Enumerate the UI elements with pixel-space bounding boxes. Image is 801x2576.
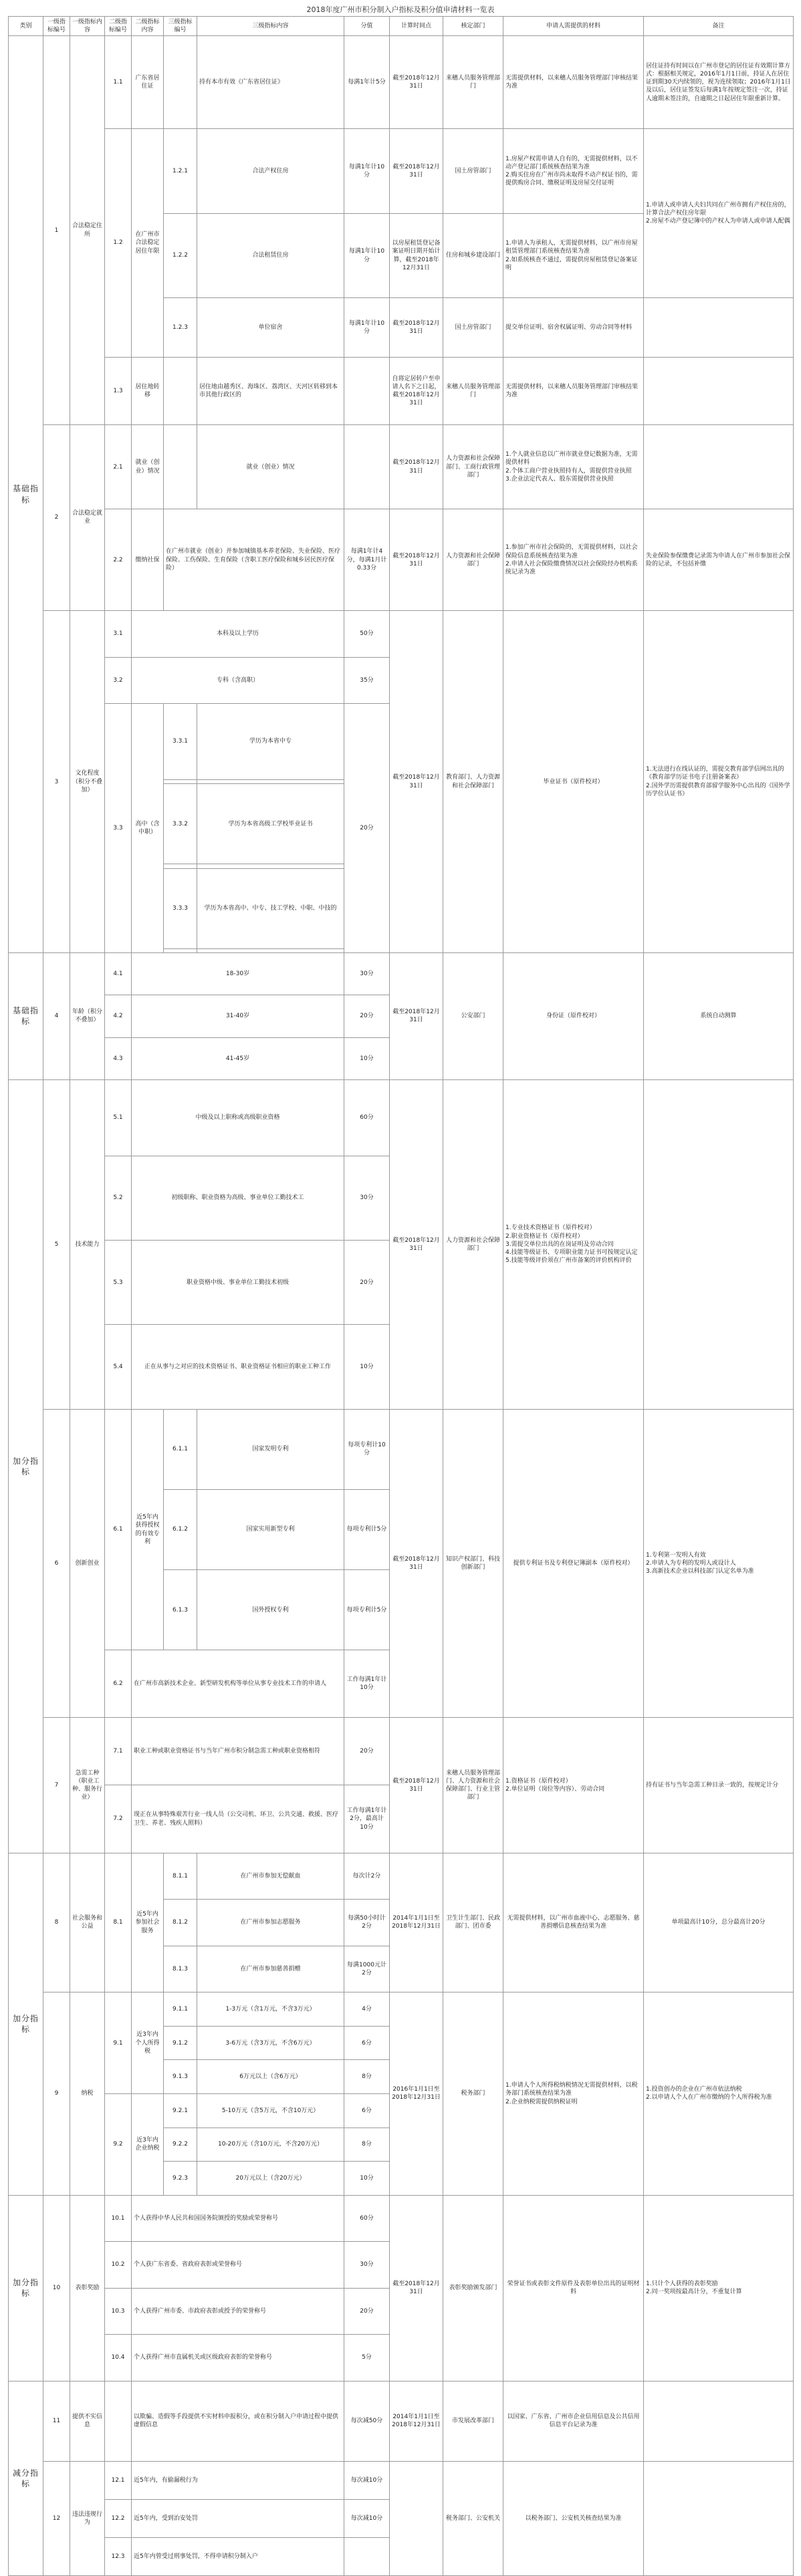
material-cell: 1.个人就业信息以广州市就业登记数据为准，无需提供材料 2.个体工商户营业执照持有人，需提供营业执照 3.企业法定代表人、股东需提供营业执照 <box>503 424 644 509</box>
dept-cell: 住房和城乡建设部门 <box>443 213 503 297</box>
time-cell: 截至2018年12月31日 <box>390 129 443 213</box>
l3-number <box>164 36 197 129</box>
l1-number: 12 <box>43 2461 70 2575</box>
note-cell: 1.只计个人获得的表彰奖励 2.同一奖项按最高计分，不重复计算 <box>644 2195 794 2381</box>
l3-name: 3-6万元（含3万元，不含6万元） <box>197 2026 344 2060</box>
score-cell: 4分 <box>344 1992 390 2027</box>
note-cell: 1.无法进行在线认证的，需提交教育部学信网出具的《教育部学历证书电子注册备案表》 2.国外学历需提供教育部留学服务中心出具的《国外学历学位认证书》 <box>644 611 794 953</box>
l3-number: 6.1.2 <box>164 1489 197 1569</box>
l1-number: 1 <box>43 36 70 425</box>
l2-name: 初级职称、职业资格为高级、事业单位工勤技术工 <box>132 1156 344 1240</box>
material-cell: 1.申请人为承租人，无需提供材料，以广州市房屋租赁管理部门系统核查结果为准 2.如系统核查不通过，需提供房屋租赁登记备案证明 <box>503 213 644 297</box>
l1-number: 2 <box>43 424 70 610</box>
material-cell: 以国家、广东省、广州市企业信用信息及公共信用信息平台记录为准 <box>503 2381 644 2461</box>
note-cell <box>644 2461 794 2575</box>
note-cell <box>644 2381 794 2461</box>
score-cell: 10分 <box>344 1037 390 1079</box>
material-cell: 提供专利证书及专利登记簿副本（原件校对） <box>503 1409 644 1717</box>
table-row <box>9 1409 794 1489</box>
l2-name: 在广州市高新技术企业、新型研发机构等单位从事专业技术工作的申请人 <box>132 1650 344 1718</box>
score-cell: 6分 <box>344 2093 390 2128</box>
table-row <box>9 611 794 658</box>
dept-cell: 来穗人员服务管理部门 <box>443 357 503 424</box>
l3-number: 6.1.1 <box>164 1409 197 1489</box>
note-cell: 系统自动测算 <box>644 953 794 1080</box>
note-cell <box>644 424 794 509</box>
score-cell: 每满1年计10分 <box>344 298 390 358</box>
score-cell <box>344 2537 390 2575</box>
l3-name: 6万元以上（含6万元） <box>197 2060 344 2094</box>
score-cell: 每项专利计10分 <box>344 1409 390 1489</box>
column-header: 三级指标编号 <box>164 17 197 36</box>
l1-name: 违法违规行为 <box>70 2461 105 2575</box>
l3-number: 9.2.2 <box>164 2128 197 2162</box>
l3-number: 1.2.1 <box>164 129 197 213</box>
l1-name: 技术能力 <box>70 1079 105 1409</box>
l2-name: 18-30岁 <box>132 953 344 995</box>
l2-number: 3.2 <box>105 657 132 704</box>
l1-name: 急需工种（职业工种、服务行业） <box>70 1718 105 1853</box>
l1-number: 7 <box>43 1718 70 1853</box>
dept-cell: 人力资源和社会保障部门 <box>443 1079 503 1409</box>
l2-name: 专科（含高职） <box>132 657 344 704</box>
table-row <box>9 1079 794 1156</box>
time-cell: 截至2018年12月31日 <box>390 1079 443 1409</box>
material-cell: 无需提供材料，以来穗人员服务管理部门审核结果为准 <box>503 36 644 129</box>
time-cell: 截至2018年12月31日 <box>390 1718 443 1853</box>
l3-number: 1.2.2 <box>164 213 197 297</box>
l3-name: 就业（创业）情况 <box>197 424 344 509</box>
l2-number: 1.3 <box>105 357 132 424</box>
dept-cell: 表彰奖励颁发部门 <box>443 2195 503 2381</box>
l3-number <box>164 357 197 424</box>
l3-name: 单位宿舍 <box>197 298 344 358</box>
l2-number: 1.1 <box>105 36 132 129</box>
l2-number: 9.1 <box>105 1992 132 2094</box>
table-row <box>9 1718 794 1785</box>
l2-name: 个人获得广州市委、市政府表彰或授予的荣誉称号 <box>132 2288 344 2335</box>
score-cell: 20分 <box>344 2288 390 2335</box>
l2-number: 4.1 <box>105 953 132 995</box>
l3-name: 学历为本省中专 <box>197 704 344 780</box>
time-cell: 以房屋租赁登记备案证明日期开始计算，截至2018年12月31日 <box>390 213 443 297</box>
time-cell: 自将定居转户至申请人名下之日起，截至2018年12月31日 <box>390 357 443 424</box>
l1-number: 4 <box>43 953 70 1080</box>
l3-number: 3.3.2 <box>164 784 197 864</box>
table-row <box>9 2461 794 2499</box>
time-cell: 截至2018年12月31日 <box>390 298 443 358</box>
l1-name: 纳税 <box>70 1992 105 2195</box>
l3-name: 合法产权住房 <box>197 129 344 213</box>
column-header: 一级指标内容 <box>70 17 105 36</box>
l2-number: 10.2 <box>105 2242 132 2289</box>
l1-name: 文化程度（积分不叠加） <box>70 611 105 953</box>
l3-number: 9.1.2 <box>164 2026 197 2060</box>
l3-name: 在广州市就业（创业）并参加城镇基本养老保险、失业保险、医疗保险、工伤保险、生育保险（含职工医疗保险和城乡居民医疗保险） <box>164 509 344 611</box>
indicator-table <box>8 16 794 2576</box>
l2-name: 就业（创业）情况 <box>132 424 164 509</box>
l3-number <box>164 424 197 509</box>
l2-name: 近5年内，受到治安处罚 <box>132 2499 344 2537</box>
l2-number: 10.3 <box>105 2288 132 2335</box>
score-cell: 工作每满1年计2分，最高计10分 <box>344 1785 390 1853</box>
score-cell: 30分 <box>344 953 390 995</box>
column-header: 二级指标内容 <box>132 17 164 36</box>
l3-number: 3.3.1 <box>164 704 197 780</box>
l1-name: 合法稳定住所 <box>70 36 105 425</box>
l2-name: 近3年内个人所得税 <box>132 1992 164 2094</box>
l2-number: 2.1 <box>105 424 132 509</box>
l2-name: 缴纳社保 <box>132 509 164 611</box>
time-cell: 截至2018年12月31日 <box>390 509 443 611</box>
l2-number: 2.2 <box>105 509 132 611</box>
material-cell: 提交单位证明、宿舍权属证明、劳动合同等材料 <box>503 298 644 358</box>
l3-name: 国家实用新型专利 <box>197 1489 344 1569</box>
l2-name: 个人获得广州市直属机关或区级政府表彰的荣誉称号 <box>132 2335 344 2381</box>
time-cell: 截至2018年12月31日 <box>390 611 443 953</box>
l2-number: 7.2 <box>105 1785 132 1853</box>
score-cell: 30分 <box>344 2242 390 2289</box>
material-cell: 身份证（原件校对） <box>503 953 644 1080</box>
l1-name: 年龄（积分不叠加） <box>70 953 105 1080</box>
l2-number: 5.4 <box>105 1325 132 1409</box>
column-header: 分值 <box>344 17 390 36</box>
score-cell: 每项专利计5分 <box>344 1570 390 1650</box>
l2-number: 3.1 <box>105 611 132 658</box>
score-cell: 10分 <box>344 2162 390 2196</box>
material-cell: 以税务部门、公安机关核查结果为准 <box>503 2461 644 2575</box>
column-header: 三级指标内容 <box>197 17 344 36</box>
score-cell: 每满50小时计2分 <box>344 1900 390 1946</box>
l1-number: 11 <box>43 2381 70 2461</box>
time-cell: 2014年1月1日至2018年12月31日 <box>390 2381 443 2461</box>
l2-number: 5.2 <box>105 1156 132 1240</box>
dept-cell: 市发展改革部门 <box>443 2381 503 2461</box>
l3-name: 持有本市有效《广东省居住证》 <box>197 36 344 129</box>
column-header: 备注 <box>644 17 794 36</box>
score-cell: 每满1年计10分 <box>344 213 390 297</box>
l2-number: 6.1 <box>105 1409 132 1650</box>
column-header: 核定部门 <box>443 17 503 36</box>
dept-cell: 来穗人员服务管理部门 <box>443 36 503 129</box>
time-cell: 截至2018年12月31日 <box>390 953 443 1080</box>
material-cell: 1.资格证书（原件校对） 2.单位证明（岗位等内容）、劳动合同 <box>503 1718 644 1853</box>
l3-name: 在广州市参加慈善捐赠 <box>197 1946 344 1992</box>
table-row <box>9 1992 794 2027</box>
l2-name: 近5年内获得授权的有效专利 <box>132 1409 164 1650</box>
score-cell: 10分 <box>344 1325 390 1409</box>
time-cell: 截至2018年12月31日 <box>390 36 443 129</box>
dept-cell: 知识产权部门、科技创新部门 <box>443 1409 503 1717</box>
l1-name: 社会服务和公益 <box>70 1853 105 1992</box>
note-cell: 持有证书与当年急需工种目录一致的，按规定计分 <box>644 1718 794 1853</box>
l2-name: 近5年内，有偷漏税行为 <box>132 2461 344 2499</box>
score-cell: 60分 <box>344 2195 390 2242</box>
l1-number: 3 <box>43 611 70 953</box>
time-cell: 截至2018年12月31日 <box>390 1409 443 1717</box>
l2-name: 居住地转移 <box>132 357 164 424</box>
table-header-row <box>9 17 794 36</box>
l2-name: 近5年内曾受过刑事处罚，不得申请积分制入户 <box>132 2537 344 2575</box>
l2-name: 职业工种或职业资格证书与当年广州市积分制急需工种或职业资格相符 <box>132 1718 344 1785</box>
l2-number: 12.3 <box>105 2537 132 2575</box>
dept-cell: 卫生计生部门、民政部门、团市委 <box>443 1853 503 1992</box>
category-cell: 基础指标 <box>9 36 43 953</box>
l3-number: 9.2.1 <box>164 2093 197 2128</box>
score-cell: 每次减10分 <box>344 2499 390 2537</box>
category-cell: 加分指标 <box>9 1079 43 1853</box>
note-cell <box>644 1079 794 1409</box>
material-cell: 无需提供材料，以广州市血液中心、志愿服务、慈善捐赠信息核查结果为准 <box>503 1853 644 1992</box>
l3-number: 8.1.1 <box>164 1853 197 1900</box>
l3-number: 1.2.3 <box>164 298 197 358</box>
table-row <box>9 424 794 509</box>
time-cell: 2016年1月1日至2018年12月31日 <box>390 1992 443 2195</box>
l2-number <box>105 2381 132 2461</box>
l3-name: 20万元以上（含20万元） <box>197 2162 344 2196</box>
l1-name: 创新创业 <box>70 1409 105 1717</box>
table-row <box>9 2195 794 2242</box>
l3-number: 9.2.3 <box>164 2162 197 2196</box>
l3-number: 9.1.3 <box>164 2060 197 2094</box>
l3-name: 5-10万元（含5万元，不含10万元） <box>197 2093 344 2128</box>
l3-name: 学历为本省高级工学校毕业证书 <box>197 784 344 864</box>
l1-name: 提供不实信息 <box>70 2381 105 2461</box>
dept-cell: 人力资源和社会保障部门 <box>443 509 503 611</box>
l3-name: 1-3万元（含1万元，不含3万元） <box>197 1992 344 2027</box>
l3-name: 在广州市参加无偿献血 <box>197 1853 344 1900</box>
note-cell: 居住证持有时间以在广州市登记的居住证有效期计算方式：根据相关规定，2016年1月1日前，持证人在居住证到期30天内续领的，视为连续领取；2016年1月1日及以后，居住证签发后每满1年按规定签注一次，持证人逾期未签注的，自逾期之日起居住年限重新计算。 <box>644 36 794 129</box>
score-cell: 6分 <box>344 2026 390 2060</box>
score-cell: 30分 <box>344 1156 390 1240</box>
score-cell: 35分 <box>344 657 390 704</box>
l3-name: 10-20万元（含10万元，不含20万元） <box>197 2128 344 2162</box>
l1-name: 表彰奖励 <box>70 2195 105 2381</box>
score-cell: 每项专利计5分 <box>344 1489 390 1569</box>
score-cell: 20分 <box>344 1718 390 1785</box>
score-cell <box>344 357 390 424</box>
material-cell: 1.房屋产权需申请人自有的，无需提供材料，以不动产登记部门系统核查结果为准 2.购买住房在广州市尚未取得不动产权证书的，需提供购房合同、缴税证明及房屋交付证明 <box>503 129 644 213</box>
l1-number: 9 <box>43 1992 70 2195</box>
column-header: 类别 <box>9 17 43 36</box>
l1-name: 合法稳定就业 <box>70 424 105 610</box>
l2-name: 41-45岁 <box>132 1037 344 1079</box>
l3-number: 8.1.3 <box>164 1946 197 1992</box>
dept-cell: 国土房管部门 <box>443 129 503 213</box>
score-cell: 每满1年计4分，每满1月计0.33分 <box>344 509 390 611</box>
l2-name: 高中（含中职） <box>132 704 164 953</box>
score-cell: 60分 <box>344 1079 390 1156</box>
score-cell: 工作每满1年计10分 <box>344 1650 390 1718</box>
l2-name: 职业资格中级、事业单位工勤技术初级 <box>132 1240 344 1324</box>
category-cell: 加分指标 <box>9 1853 43 2195</box>
score-cell: 8分 <box>344 2128 390 2162</box>
score-cell: 20分 <box>344 704 390 953</box>
l1-number: 5 <box>43 1079 70 1409</box>
l2-number: 4.3 <box>105 1037 132 1079</box>
column-header: 二级指标编号 <box>105 17 132 36</box>
dept-cell: 国土房管部门 <box>443 298 503 358</box>
score-cell <box>344 424 390 509</box>
score-cell: 每次减50分 <box>344 2381 390 2461</box>
dept-cell: 公安部门 <box>443 953 503 1080</box>
l2-number: 5.1 <box>105 1079 132 1156</box>
score-cell: 每满1年计10分 <box>344 129 390 213</box>
l2-number: 10.1 <box>105 2195 132 2242</box>
l3-number: 8.1.2 <box>164 1900 197 1946</box>
l2-number: 12.1 <box>105 2461 132 2499</box>
l2-number: 7.1 <box>105 1718 132 1785</box>
table-row <box>9 953 794 995</box>
score-cell: 20分 <box>344 995 390 1037</box>
l2-number: 5.3 <box>105 1240 132 1324</box>
l3-name: 合法租赁住房 <box>197 213 344 297</box>
table-row <box>9 357 794 424</box>
time-cell: 2014年1月1日至2018年12月31日 <box>390 1853 443 1992</box>
l2-number: 3.3 <box>105 704 132 953</box>
note-cell: 1.专利第一发明人有效 2.申请人为专利的发明人或设计人 3.高新技术企业以科技部门认定名单为准 <box>644 1409 794 1717</box>
material-cell: 荣誉证书或表彰文件原件及表彰单位出具的证明材料 <box>503 2195 644 2381</box>
l2-number: 10.4 <box>105 2335 132 2381</box>
category-cell: 基础指标 <box>9 953 43 1080</box>
l3-number: 9.1.1 <box>164 1992 197 2027</box>
time-cell: 截至2018年12月31日 <box>390 2195 443 2381</box>
l3-number: 6.1.3 <box>164 1570 197 1650</box>
time-cell: 截至2018年12月31日 <box>390 424 443 509</box>
score-cell: 每满1000元计2分 <box>344 1946 390 1992</box>
dept-cell: 来穗人员服务管理部门、人力资源和社会保障部门、行业主管部门 <box>443 1718 503 1853</box>
material-cell: 1.参加广州市社会保险的，无需提供材料，以社会保险信息系统核查结果为准 2.申请人社会保险缴费情况以社会保险经办机构系统记录为准 <box>503 509 644 611</box>
category-cell: 加分指标 <box>9 2195 43 2381</box>
l2-number: 4.2 <box>105 995 132 1037</box>
l2-name: 中级及以上职称或高级职业资格 <box>132 1079 344 1156</box>
note-cell: 失业保险参保缴费记录需为申请人在广州市参加社会保险的记录，不包括补缴 <box>644 509 794 611</box>
l2-name: 个人获得中华人民共和国国务院颁授的奖励或荣誉称号 <box>132 2195 344 2242</box>
table-row <box>9 509 794 611</box>
l2-name: 在广州市合法稳定居住年限 <box>132 129 164 357</box>
l3-name: 学历为本省高中、中专、技工学校、中职、中技的 <box>197 868 344 948</box>
l2-number: 12.2 <box>105 2499 132 2537</box>
time-cell <box>390 2461 443 2575</box>
l2-number: 6.2 <box>105 1650 132 1718</box>
score-cell: 8分 <box>344 2060 390 2094</box>
table-row <box>9 129 794 213</box>
score-cell: 每满1年计5分 <box>344 36 390 129</box>
material-cell: 无需提供材料，以来穗人员服务管理部门审核结果为准 <box>503 357 644 424</box>
l2-name: 广东省居住证 <box>132 36 164 129</box>
l1-number: 10 <box>43 2195 70 2381</box>
score-cell: 每次减10分 <box>344 2461 390 2499</box>
material-cell: 1.专业技术资格证书（原件校对） 2.职业资格证书（原件校对） 3.需提交单位出具的在岗证明及劳动合同 4.技能等级证书、专项职业能力证书可按规定认定 5.技能等级评价须在广州市备案的评价机构评价 <box>503 1079 644 1409</box>
l2-number: 8.1 <box>105 1853 132 1992</box>
l2-name: 个人获广东省委、省政府表彰或荣誉称号 <box>132 2242 344 2289</box>
l2-name: 近5年内参加社会服务 <box>132 1853 164 1992</box>
l3-name: 国家发明专利 <box>197 1409 344 1489</box>
l3-name: 居住地由越秀区、海珠区、荔湾区、天河区转移到本市其他行政区的 <box>197 357 344 424</box>
l2-number: 9.2 <box>105 2093 132 2195</box>
note-cell <box>644 298 794 358</box>
score-cell: 5分 <box>344 2335 390 2381</box>
l3-name: 国外授权专利 <box>197 1570 344 1650</box>
note-cell: 1.投资创办的企业在广州市依法纳税 2.以申请人个人在广州市缴纳的个人所得税为准 <box>644 1992 794 2195</box>
l2-name: 正在从事与之对应的技术资格证书、职业资格证书相应的职业工种工作 <box>132 1325 344 1409</box>
l3-number: 3.3.3 <box>164 868 197 948</box>
dept-cell: 税务部门、公安机关 <box>443 2461 503 2575</box>
l1-number: 6 <box>43 1409 70 1717</box>
table-row <box>9 36 794 129</box>
column-header: 计算时间点 <box>390 17 443 36</box>
column-header: 申请人需提供的材料 <box>503 17 644 36</box>
note-cell: 单项最高计10分，总分最高计20分 <box>644 1853 794 1992</box>
document-title: 2018年度广州市积分制入户指标及积分值申请材料一览表 <box>306 5 495 14</box>
dept-cell: 人力资源和社会保障部门、工商行政管理部门 <box>443 424 503 509</box>
dept-cell: 教育部门、人力资源和社会保障部门 <box>443 611 503 953</box>
l2-name: 以欺骗、造假等手段提供不实材料申报积分，或在积分制入户申请过程中提供虚假信息 <box>132 2381 344 2461</box>
l1-number: 8 <box>43 1853 70 1992</box>
column-header: 一级指标编号 <box>43 17 70 36</box>
table-row <box>9 1853 794 1900</box>
material-cell: 1.申请人个人所得税纳税情况无需提供材料，以税务部门系统核查结果为准 2.企业纳税需提供纳税证明 <box>503 1992 644 2195</box>
score-cell: 50分 <box>344 611 390 658</box>
l2-number: 1.2 <box>105 129 132 357</box>
l2-name: 现正在从事特殊艰苦行业一线人员（公交司机、环卫、公共交通、救援、医疗卫生、养老、残疾人照料） <box>132 1785 344 1853</box>
table-row <box>9 2381 794 2461</box>
score-cell: 每次计2分 <box>344 1853 390 1900</box>
category-cell: 减分指标 <box>9 2381 43 2575</box>
note-cell: 1.申请人或申请人夫妇共同在广州市拥有产权住房的，计算合法产权住房年限 2.房屋不动产登记簿中的产权人为申请人或申请人配偶 <box>644 129 794 298</box>
l3-name: 在广州市参加志愿服务 <box>197 1900 344 1946</box>
l2-name: 31-40岁 <box>132 995 344 1037</box>
dept-cell: 税务部门 <box>443 1992 503 2195</box>
score-cell: 20分 <box>344 1240 390 1324</box>
note-cell <box>644 357 794 424</box>
material-cell: 毕业证书（原件校对） <box>503 611 644 953</box>
l2-name: 本科及以上学历 <box>132 611 344 658</box>
l2-name: 近3年内企业纳税 <box>132 2093 164 2195</box>
